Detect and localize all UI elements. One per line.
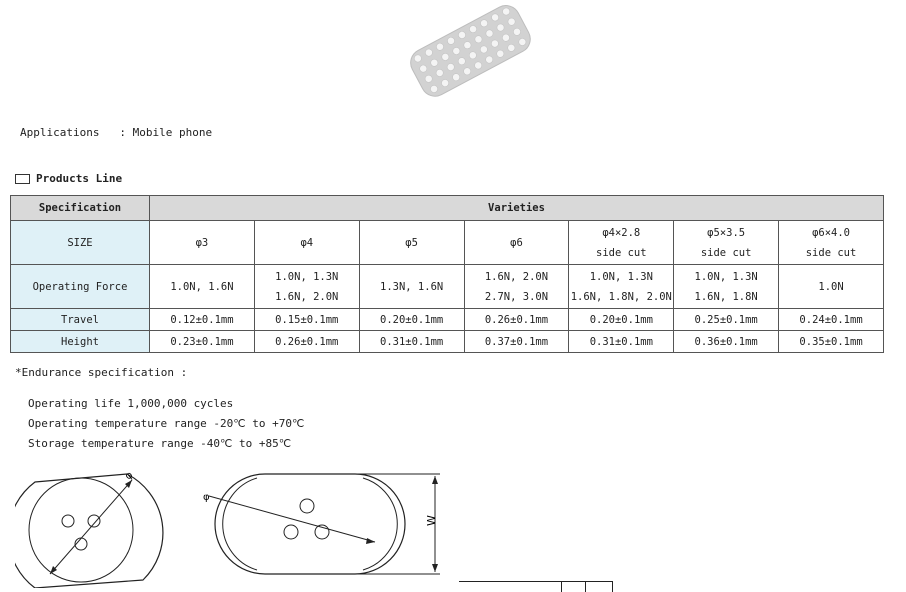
table-cell — [254, 309, 359, 331]
header-specification: Specification — [11, 196, 150, 221]
products-line-title: Products Line — [36, 172, 123, 185]
table-cell — [254, 221, 359, 265]
table-cell — [674, 331, 779, 353]
cell-line: 1.6N, 1.8N — [694, 290, 758, 303]
cell-line: φ6 — [510, 236, 523, 249]
table-row — [11, 221, 884, 265]
cell-line: 0.37±0.1mm — [484, 335, 549, 348]
endurance-line: Operating life 1,000,000 cycles — [28, 397, 234, 410]
cell-line: 0.31±0.1mm — [380, 335, 444, 348]
cell-line: 0.24±0.1mm — [799, 313, 863, 326]
cell-line: 1.0N, 1.3N — [275, 270, 339, 283]
cell-line: 0.26±0.1mm — [484, 313, 549, 326]
applications-value: : Mobile phone — [119, 126, 213, 139]
round-diameter-label: φ — [123, 469, 136, 483]
cell-line: φ3 — [195, 236, 209, 249]
cell-line: 0.23±0.1mm — [170, 335, 234, 348]
checkbox-square-icon — [15, 174, 30, 184]
table-cell — [464, 309, 569, 331]
cell-line: 1.6N, 2.0N — [484, 270, 549, 283]
table-cell — [359, 309, 464, 331]
cell-line: side cut — [596, 246, 647, 259]
cell-line: φ6×4.0 — [812, 226, 850, 239]
cell-line: φ5×3.5 — [707, 226, 746, 239]
endurance-list — [28, 394, 304, 454]
table-cell — [779, 221, 884, 265]
table-cell — [569, 331, 674, 353]
table-cell — [779, 265, 884, 309]
row-label: Operating Force — [11, 265, 150, 309]
applications-line — [20, 126, 212, 139]
cell-line: 2.7N, 3.0N — [484, 290, 549, 303]
round-dome-drawing — [15, 462, 165, 588]
table-cell — [674, 309, 779, 331]
table-row — [11, 331, 884, 353]
table-cell — [674, 265, 779, 309]
row-label: Height — [11, 331, 150, 353]
cell-line: 0.20±0.1mm — [589, 313, 653, 326]
cell-line: 0.25±0.1mm — [694, 313, 758, 326]
applications-label: Applications — [20, 126, 100, 139]
table-row — [11, 309, 884, 331]
cell-line: 1.0N — [818, 280, 844, 293]
row-label: Travel — [11, 309, 150, 331]
table-cell — [150, 221, 255, 265]
table-cell — [150, 265, 255, 309]
table-header-row — [11, 196, 884, 221]
table-cell — [779, 309, 884, 331]
table-cell — [150, 309, 255, 331]
header-varieties: Varieties — [150, 196, 884, 221]
cell-line: 1.6N, 1.8N, 2.0N — [570, 290, 672, 303]
cell-line: 0.31±0.1mm — [589, 335, 653, 348]
metal-dome-array-image — [400, 0, 540, 100]
table-cell — [464, 331, 569, 353]
table-cell — [254, 331, 359, 353]
cell-line: 0.26±0.1mm — [275, 335, 339, 348]
cell-line: 0.20±0.1mm — [380, 313, 444, 326]
cell-line: 1.0N, 1.3N — [694, 270, 758, 283]
cell-line: φ5 — [405, 236, 418, 249]
products-spec-table — [10, 195, 884, 353]
table-cell — [359, 331, 464, 353]
sidecut-dome-drawing — [195, 462, 455, 588]
table-cell — [464, 221, 569, 265]
table-cell — [569, 309, 674, 331]
cell-line: 0.12±0.1mm — [170, 313, 234, 326]
table-cell — [150, 331, 255, 353]
cell-line: side cut — [700, 246, 752, 259]
table-cell — [569, 265, 674, 309]
row-label: SIZE — [11, 221, 150, 265]
cell-line: 1.3N, 1.6N — [380, 280, 444, 293]
table-row — [11, 265, 884, 309]
table-cell — [779, 331, 884, 353]
cell-line: 0.36±0.1mm — [694, 335, 758, 348]
partial-table-edge — [459, 581, 613, 592]
table-cell — [674, 221, 779, 265]
cell-line: 1.0N, 1.3N — [589, 270, 653, 283]
table-cell — [569, 221, 674, 265]
sidecut-diameter-label: φ — [203, 492, 210, 503]
endurance-line: Operating temperature range -20℃ to +70℃ — [28, 417, 305, 430]
endurance-line: Storage temperature range -40℃ to +85℃ — [28, 437, 292, 450]
cell-line: 1.0N, 1.6N — [170, 280, 234, 293]
table-cell — [359, 265, 464, 309]
endurance-title: *Endurance specification : — [15, 366, 188, 379]
table-cell — [254, 265, 359, 309]
cell-line: 0.15±0.1mm — [275, 313, 339, 326]
cell-line: φ4×2.8 — [602, 226, 641, 239]
table-cell — [464, 265, 569, 309]
width-label: W — [425, 515, 438, 526]
cell-line: 0.35±0.1mm — [799, 335, 863, 348]
cell-line: side cut — [805, 246, 857, 259]
products-line-heading — [15, 172, 122, 185]
cell-line: 1.6N, 2.0N — [275, 290, 339, 303]
table-cell — [359, 221, 464, 265]
cell-line: φ4 — [300, 236, 314, 249]
